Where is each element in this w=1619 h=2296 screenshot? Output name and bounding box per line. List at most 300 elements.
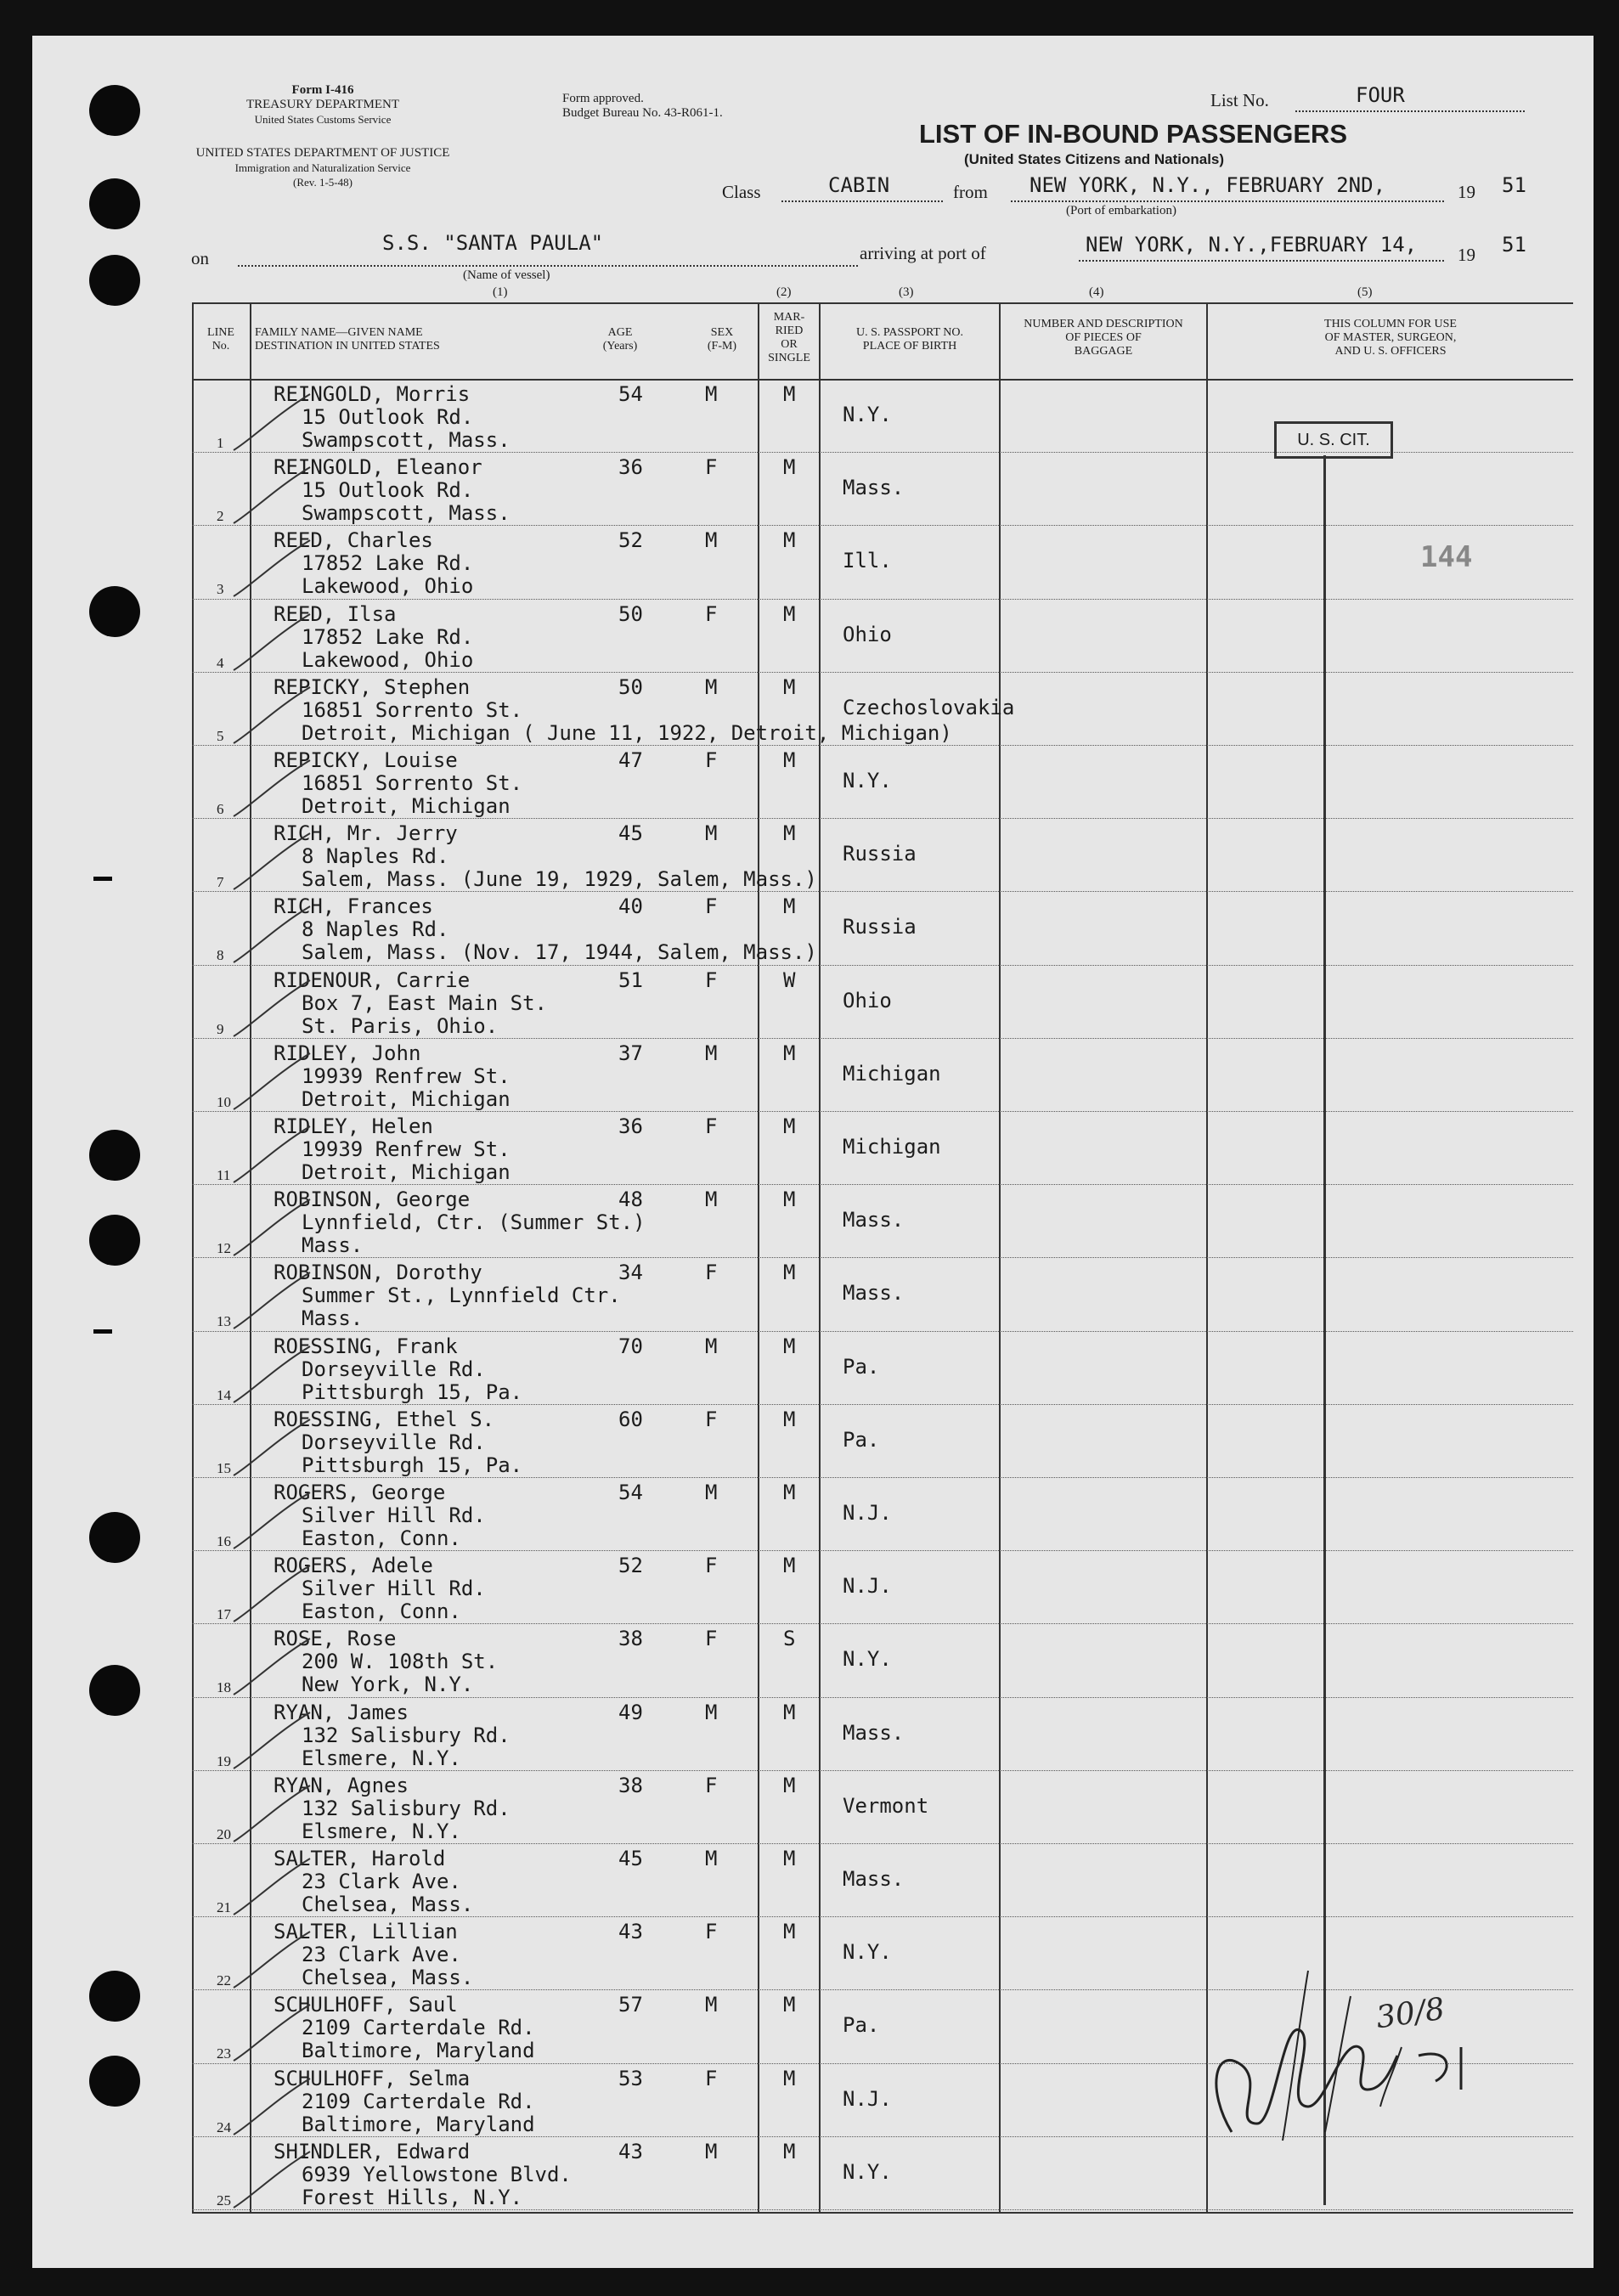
passenger-address-street: 17852 Lake Rd. bbox=[302, 624, 474, 649]
passenger-marital: M bbox=[783, 1700, 796, 1724]
passenger-age: 47 bbox=[618, 748, 643, 772]
check-mark bbox=[225, 1560, 319, 1628]
passenger-age: 36 bbox=[618, 1114, 643, 1138]
check-mark bbox=[225, 535, 319, 603]
passenger-birthplace: Ill. bbox=[843, 549, 892, 573]
check-mark bbox=[225, 1048, 319, 1116]
line-number: 5 bbox=[217, 727, 224, 744]
passenger-address-street: 132 Salisbury Rd. bbox=[302, 1796, 511, 1820]
passenger-sex: F bbox=[705, 1554, 718, 1578]
passenger-name: REED, Ilsa bbox=[274, 601, 397, 626]
row-separator bbox=[192, 965, 1573, 966]
passenger-name: RIDLEY, Helen bbox=[274, 1114, 433, 1138]
passenger-age: 36 bbox=[618, 455, 643, 480]
line-number: 20 bbox=[217, 1825, 231, 1842]
passenger-address-city: Pittsburgh 15, Pa. bbox=[302, 1379, 523, 1404]
passenger-sex: F bbox=[705, 1773, 718, 1797]
passenger-marital: M bbox=[783, 821, 796, 846]
budget-bureau: Budget Bureau No. 43-R061-1. bbox=[562, 106, 723, 120]
passenger-name: ROESSING, Ethel S. bbox=[274, 1407, 495, 1431]
passenger-address-city: Mass. bbox=[302, 1233, 364, 1258]
passenger-address-street: Box 7, East Main St. bbox=[302, 990, 547, 1015]
row-separator bbox=[192, 1184, 1573, 1185]
passenger-address-city: Swampscott, Mass. bbox=[302, 428, 511, 452]
passenger-address-street: 2109 Carterdale Rd. bbox=[302, 2089, 535, 2113]
passenger-sex: M bbox=[705, 1700, 718, 1724]
passenger-birthplace: Ohio bbox=[843, 988, 892, 1013]
line-number: 25 bbox=[217, 2192, 231, 2209]
passenger-sex: M bbox=[705, 821, 718, 846]
row-separator bbox=[192, 1477, 1573, 1478]
passenger-birthplace: Michigan bbox=[843, 1135, 941, 1159]
passenger-marital: M bbox=[783, 674, 796, 699]
passenger-age: 60 bbox=[618, 1407, 643, 1431]
passenger-name: RYAN, James bbox=[274, 1700, 409, 1724]
vessel-underline bbox=[238, 265, 858, 267]
passenger-marital: M bbox=[783, 1407, 796, 1431]
col-header-married: MAR- RIED OR SINGLE bbox=[768, 311, 810, 364]
passenger-name: SALTER, Lillian bbox=[274, 1920, 458, 1944]
passenger-birthplace: Michigan bbox=[843, 1061, 941, 1086]
passenger-sex: F bbox=[705, 1627, 718, 1651]
col-header-age: AGE (Years) bbox=[602, 326, 638, 353]
col-number: (1) bbox=[493, 285, 508, 299]
binder-hole bbox=[89, 85, 140, 136]
passenger-name: ROGERS, George bbox=[274, 1481, 446, 1504]
passenger-marital: M bbox=[783, 1554, 796, 1578]
passenger-address-city: Salem, Mass. (June 19, 1929, Salem, Mass.) bbox=[302, 867, 817, 892]
col-number: (3) bbox=[899, 285, 914, 299]
passenger-sex: F bbox=[705, 967, 718, 992]
passenger-address-street: Dorseyville Rd. bbox=[302, 1430, 486, 1454]
binder-hole bbox=[89, 178, 140, 229]
justice-block bbox=[183, 146, 463, 189]
check-mark bbox=[225, 901, 319, 969]
passenger-age: 45 bbox=[618, 821, 643, 846]
arriving-year: 51 bbox=[1502, 233, 1526, 257]
passenger-name: REED, Charles bbox=[274, 528, 433, 553]
passenger-address-city: Forest Hills, N.Y. bbox=[302, 2185, 523, 2209]
passenger-sex: F bbox=[705, 894, 718, 919]
row-separator bbox=[192, 2209, 1573, 2210]
line-number: 6 bbox=[217, 801, 224, 817]
form-block bbox=[183, 83, 463, 127]
passenger-address-city: Elsmere, N.Y. bbox=[302, 1746, 461, 1770]
binder-hole bbox=[89, 1512, 140, 1563]
row-separator bbox=[192, 1331, 1573, 1332]
passenger-address-street: 19939 Renfrew St. bbox=[302, 1137, 511, 1161]
check-mark bbox=[225, 1341, 319, 1409]
passenger-birthplace: Mass. bbox=[843, 1720, 905, 1745]
line-number: 11 bbox=[217, 1167, 231, 1183]
passenger-sex: M bbox=[705, 1481, 718, 1504]
class-label: Class bbox=[722, 182, 761, 202]
passenger-marital: W bbox=[783, 967, 796, 992]
passenger-sex: M bbox=[705, 674, 718, 699]
passenger-name: RIDLEY, John bbox=[274, 1041, 421, 1065]
passenger-age: 53 bbox=[618, 2066, 643, 2090]
officer-signature bbox=[1181, 1920, 1503, 2175]
passenger-address-street: Summer St., Lynnfield Ctr. bbox=[302, 1283, 621, 1308]
passenger-marital: M bbox=[783, 1041, 796, 1065]
passenger-age: 43 bbox=[618, 2139, 643, 2163]
passenger-address-street: 19939 Renfrew St. bbox=[302, 1063, 511, 1088]
passenger-birthplace: N.Y. bbox=[843, 1940, 892, 1965]
passenger-address-street: Lynnfield, Ctr. (Summer St.) bbox=[302, 1210, 646, 1235]
passenger-birthplace: Mass. bbox=[843, 476, 905, 500]
line-number: 21 bbox=[217, 1899, 231, 1915]
row-separator bbox=[192, 1550, 1573, 1551]
passenger-birthplace: Vermont bbox=[843, 1793, 929, 1818]
passenger-marital: M bbox=[783, 1993, 796, 2017]
passenger-marital: M bbox=[783, 894, 796, 919]
check-mark bbox=[225, 975, 319, 1043]
passenger-age: 52 bbox=[618, 528, 643, 553]
row-separator bbox=[192, 1111, 1573, 1112]
passenger-birthplace: Mass. bbox=[843, 1208, 905, 1233]
passenger-name: REPICKY, Louise bbox=[274, 748, 458, 772]
col-header-line: LINE No. bbox=[207, 326, 234, 353]
passenger-age: 50 bbox=[618, 601, 643, 626]
customs-service: United States Customs Service bbox=[254, 113, 392, 126]
check-mark bbox=[225, 2000, 319, 2068]
passenger-sex: F bbox=[705, 1920, 718, 1944]
line-number: 10 bbox=[217, 1093, 231, 1110]
passenger-age: 38 bbox=[618, 1773, 643, 1797]
header-bottom-border bbox=[192, 379, 1573, 381]
passenger-address-city: St. Paris, Ohio. bbox=[302, 1013, 499, 1038]
passenger-address-city: Chelsea, Mass. bbox=[302, 1966, 474, 1990]
passenger-age: 51 bbox=[618, 967, 643, 992]
passenger-sex: F bbox=[705, 455, 718, 480]
binder-hole bbox=[89, 1215, 140, 1266]
passenger-address-city: Detroit, Michigan bbox=[302, 1086, 511, 1111]
check-mark bbox=[225, 1633, 319, 1701]
passenger-birthplace: N.Y. bbox=[843, 2159, 892, 2184]
passenger-sex: M bbox=[705, 382, 718, 406]
col-header-name: FAMILY NAME—GIVEN NAME DESTINATION IN UNITED STATES bbox=[255, 326, 440, 353]
passenger-age: 43 bbox=[618, 1920, 643, 1944]
passenger-address-street: 132 Salisbury Rd. bbox=[302, 1723, 511, 1747]
passenger-marital: M bbox=[783, 748, 796, 772]
passenger-sex: M bbox=[705, 528, 718, 553]
passenger-birthplace: Mass. bbox=[843, 1867, 905, 1891]
passenger-name: ROSE, Rose bbox=[274, 1627, 397, 1651]
row-separator bbox=[192, 818, 1573, 819]
row-separator bbox=[192, 525, 1573, 526]
passenger-address-street: 6939 Yellowstone Blvd. bbox=[302, 2162, 572, 2186]
check-mark bbox=[225, 2147, 319, 2214]
line-number: 12 bbox=[217, 1240, 231, 1257]
passenger-address-street: 15 Outlook Rd. bbox=[302, 478, 474, 503]
passenger-birthplace: Ohio bbox=[843, 622, 892, 646]
check-mark bbox=[225, 1487, 319, 1555]
passenger-age: 34 bbox=[618, 1261, 643, 1285]
passenger-marital: M bbox=[783, 1481, 796, 1504]
from-label: from bbox=[953, 182, 988, 202]
row-separator bbox=[192, 1697, 1573, 1698]
passenger-sex: F bbox=[705, 2066, 718, 2090]
line-number: 2 bbox=[217, 508, 224, 525]
col-number: (5) bbox=[1357, 285, 1373, 299]
check-mark bbox=[225, 2073, 319, 2141]
passenger-birthplace: Pa. bbox=[843, 2013, 880, 2038]
check-mark bbox=[225, 1780, 319, 1848]
passenger-sex: M bbox=[705, 1847, 718, 1870]
arriving-value: NEW YORK, N.Y.,FEBRUARY 14, bbox=[1086, 233, 1418, 257]
check-mark bbox=[225, 1707, 319, 1775]
passenger-age: 37 bbox=[618, 1041, 643, 1065]
arriving-underline bbox=[1079, 260, 1444, 262]
passenger-birthplace: N.Y. bbox=[843, 769, 892, 793]
list-no-value: FOUR bbox=[1356, 83, 1405, 107]
check-mark bbox=[225, 1267, 319, 1335]
arriving-year-prefix: 19 bbox=[1458, 245, 1475, 265]
passenger-marital: S bbox=[783, 1627, 796, 1651]
passenger-age: 49 bbox=[618, 1700, 643, 1724]
passenger-sex: M bbox=[705, 1187, 718, 1212]
line-number: 22 bbox=[217, 1972, 231, 1989]
class-underline bbox=[781, 200, 943, 202]
passenger-name: ROBINSON, George bbox=[274, 1187, 471, 1212]
passenger-marital: M bbox=[783, 1114, 796, 1138]
passenger-marital: M bbox=[783, 382, 796, 406]
passenger-age: 50 bbox=[618, 674, 643, 699]
passenger-address-city: Detroit, Michigan bbox=[302, 1160, 511, 1184]
passenger-address-street: 23 Clark Ave. bbox=[302, 1870, 461, 1893]
passenger-age: 40 bbox=[618, 894, 643, 919]
col-header-officers: THIS COLUMN FOR USE OF MASTER, SURGEON, AND U. S. OFFICERS bbox=[1324, 318, 1457, 358]
passenger-birthplace: Czechoslovakia bbox=[843, 695, 1015, 719]
passenger-sex: F bbox=[705, 1114, 718, 1138]
passenger-birthplace: N.Y. bbox=[843, 403, 892, 426]
passenger-marital: M bbox=[783, 1920, 796, 1944]
vessel-caption: (Name of vessel) bbox=[463, 268, 550, 282]
passenger-address-city: Swampscott, Mass. bbox=[302, 501, 511, 526]
from-underline bbox=[1011, 200, 1444, 202]
passenger-address-street: 16851 Sorrento St. bbox=[302, 771, 523, 795]
list-no-label: List No. bbox=[1210, 90, 1269, 110]
passenger-birthplace: N.J. bbox=[843, 1574, 892, 1599]
passenger-address-street: 15 Outlook Rd. bbox=[302, 405, 474, 429]
line-number: 24 bbox=[217, 2118, 231, 2135]
passenger-name: REINGOLD, Eleanor bbox=[274, 455, 482, 480]
passenger-address-street: Silver Hill Rd. bbox=[302, 1503, 486, 1527]
row-separator bbox=[192, 672, 1573, 673]
passenger-birthplace: N.Y. bbox=[843, 1647, 892, 1672]
binder-hole bbox=[89, 1971, 140, 2022]
passenger-sex: F bbox=[705, 601, 718, 626]
passenger-birthplace: N.J. bbox=[843, 1501, 892, 1525]
line-number: 4 bbox=[217, 654, 224, 671]
passenger-address-street: 8 Naples Rd. bbox=[302, 917, 449, 942]
list-no-underline bbox=[1295, 110, 1525, 112]
row-separator bbox=[192, 891, 1573, 892]
us-citizen-stamp: U. S. CIT. bbox=[1274, 421, 1393, 459]
check-mark bbox=[225, 609, 319, 677]
passenger-name: SCHULHOFF, Selma bbox=[274, 2066, 471, 2090]
row-separator bbox=[192, 1257, 1573, 1258]
col-header-sex: SEX (F-M) bbox=[707, 326, 737, 353]
binder-hole bbox=[89, 255, 140, 306]
passenger-name: ROBINSON, Dorothy bbox=[274, 1261, 482, 1285]
passenger-marital: M bbox=[783, 601, 796, 626]
passenger-address-street: Silver Hill Rd. bbox=[302, 1577, 486, 1601]
line-number: 15 bbox=[217, 1459, 231, 1476]
passenger-marital: M bbox=[783, 2066, 796, 2090]
binder-hole bbox=[89, 586, 140, 637]
line-number: 14 bbox=[217, 1386, 231, 1403]
passenger-age: 57 bbox=[618, 1993, 643, 2017]
on-label: on bbox=[191, 248, 209, 268]
passenger-age: 54 bbox=[618, 1481, 643, 1504]
passenger-sex: M bbox=[705, 1334, 718, 1358]
binder-hole bbox=[89, 1130, 140, 1181]
passenger-address-street: 2109 Carterdale Rd. bbox=[302, 2016, 535, 2040]
passenger-address-street: 8 Naples Rd. bbox=[302, 844, 449, 869]
page-number: 144 bbox=[1420, 540, 1473, 574]
passenger-marital: M bbox=[783, 1334, 796, 1358]
vessel-name: S.S. "SANTA PAULA" bbox=[382, 231, 604, 255]
arriving-label: arriving at port of bbox=[860, 243, 986, 263]
page-subtitle: (United States Citizens and Nationals) bbox=[964, 151, 1225, 167]
passenger-address-street: 17852 Lake Rd. bbox=[302, 551, 474, 576]
passenger-address-city: Lakewood, Ohio bbox=[302, 647, 474, 672]
passenger-age: 48 bbox=[618, 1187, 643, 1212]
passenger-birthplace: Mass. bbox=[843, 1281, 905, 1306]
passenger-birthplace: N.J. bbox=[843, 2086, 892, 2111]
passenger-address-city: Baltimore, Maryland bbox=[302, 2039, 535, 2063]
passenger-birthplace: Russia bbox=[843, 915, 917, 939]
row-separator bbox=[192, 1404, 1573, 1405]
line-number: 18 bbox=[217, 1679, 231, 1696]
row-separator bbox=[192, 1916, 1573, 1917]
line-number: 9 bbox=[217, 1020, 224, 1037]
binder-mark bbox=[93, 1329, 112, 1334]
class-value: CABIN bbox=[828, 173, 890, 197]
table-top-border bbox=[192, 302, 1573, 304]
row-separator bbox=[192, 745, 1573, 746]
passenger-address-city: Salem, Mass. (Nov. 17, 1944, Salem, Mass.) bbox=[302, 940, 817, 965]
passenger-name: SCHULHOFF, Saul bbox=[274, 1993, 458, 2017]
binder-mark bbox=[93, 877, 112, 881]
passenger-name: ROGERS, Adele bbox=[274, 1554, 433, 1578]
check-mark bbox=[225, 462, 319, 530]
passenger-sex: M bbox=[705, 1993, 718, 2017]
passenger-age: 70 bbox=[618, 1334, 643, 1358]
col-header-baggage: NUMBER AND DESCRIPTION OF PIECES OF BAGGAGE bbox=[1024, 318, 1183, 358]
passenger-address-city: Easton, Conn. bbox=[302, 1599, 461, 1624]
row-separator bbox=[192, 1038, 1573, 1039]
approval-block bbox=[562, 92, 723, 121]
passenger-address-city: Chelsea, Mass. bbox=[302, 1893, 474, 1916]
passenger-name: ROESSING, Frank bbox=[274, 1334, 458, 1358]
table-bottom-border bbox=[192, 2212, 1573, 2214]
row-separator bbox=[192, 1770, 1573, 1771]
passenger-name: RICH, Mr. Jerry bbox=[274, 821, 458, 846]
passenger-age: 54 bbox=[618, 382, 643, 406]
passenger-marital: M bbox=[783, 1187, 796, 1212]
passenger-address-city: Detroit, Michigan ( June 11, 1922, Detroit, Michigan) bbox=[302, 720, 952, 745]
passenger-address-city: New York, N.Y. bbox=[302, 1673, 474, 1697]
line-number: 23 bbox=[217, 2045, 231, 2062]
line-number: 8 bbox=[217, 947, 224, 964]
from-year-prefix: 19 bbox=[1458, 182, 1475, 202]
passenger-birthplace: Pa. bbox=[843, 1427, 880, 1452]
row-separator bbox=[192, 1623, 1573, 1624]
check-mark bbox=[225, 682, 319, 750]
passenger-name: SHINDLER, Edward bbox=[274, 2139, 471, 2163]
check-mark bbox=[225, 755, 319, 823]
line-number: 19 bbox=[217, 1752, 231, 1769]
ins-service: Immigration and Naturalization Service bbox=[234, 161, 411, 174]
col-number: (2) bbox=[776, 285, 792, 299]
passenger-address-city: Elsmere, N.Y. bbox=[302, 1819, 461, 1843]
form-approved: Form approved. bbox=[562, 92, 644, 105]
passenger-address-city: Easton, Conn. bbox=[302, 1526, 461, 1550]
col-header-passport: U. S. PASSPORT NO. PLACE OF BIRTH bbox=[856, 326, 963, 353]
passenger-birthplace: Pa. bbox=[843, 1354, 880, 1379]
passenger-name: REPICKY, Stephen bbox=[274, 674, 471, 699]
passenger-marital: M bbox=[783, 455, 796, 480]
check-mark bbox=[225, 1121, 319, 1189]
passenger-address-street: 200 W. 108th St. bbox=[302, 1650, 499, 1674]
passenger-name: SALTER, Harold bbox=[274, 1847, 446, 1870]
passenger-address-city: Mass. bbox=[302, 1306, 364, 1331]
signature-note: 30/8 bbox=[1374, 1991, 1447, 2036]
passenger-marital: M bbox=[783, 1847, 796, 1870]
check-mark bbox=[225, 1926, 319, 1994]
binder-hole bbox=[89, 1665, 140, 1716]
passenger-age: 45 bbox=[618, 1847, 643, 1870]
passenger-sex: F bbox=[705, 1261, 718, 1285]
passenger-sex: F bbox=[705, 748, 718, 772]
passenger-address-street: 23 Clark Ave. bbox=[302, 1943, 461, 1967]
line-number: 7 bbox=[217, 874, 224, 891]
line-number: 17 bbox=[217, 1606, 231, 1623]
passenger-sex: F bbox=[705, 1407, 718, 1431]
passenger-address-city: Pittsburgh 15, Pa. bbox=[302, 1453, 523, 1477]
passenger-name: RICH, Frances bbox=[274, 894, 433, 919]
passenger-name: RIDENOUR, Carrie bbox=[274, 967, 471, 992]
passenger-age: 38 bbox=[618, 1627, 643, 1651]
line-number: 3 bbox=[217, 581, 224, 598]
revision: (Rev. 1-5-48) bbox=[293, 176, 353, 189]
line-number: 1 bbox=[217, 435, 224, 451]
passenger-name: REINGOLD, Morris bbox=[274, 382, 471, 406]
page-title: LIST OF IN-BOUND PASSENGERS bbox=[919, 119, 1348, 149]
row-separator bbox=[192, 599, 1573, 600]
passenger-marital: M bbox=[783, 2139, 796, 2163]
from-value: NEW YORK, N.Y., FEBRUARY 2ND, bbox=[1030, 173, 1386, 197]
passenger-name: RYAN, Agnes bbox=[274, 1773, 409, 1797]
form-number: Form I-416 bbox=[291, 83, 354, 97]
passenger-marital: M bbox=[783, 528, 796, 553]
line-number: 13 bbox=[217, 1313, 231, 1330]
from-year: 51 bbox=[1502, 173, 1526, 197]
check-mark bbox=[225, 389, 319, 457]
line-number: 16 bbox=[217, 1533, 231, 1549]
passenger-address-city: Baltimore, Maryland bbox=[302, 2112, 535, 2136]
passenger-sex: M bbox=[705, 1041, 718, 1065]
passenger-marital: M bbox=[783, 1773, 796, 1797]
passenger-marital: M bbox=[783, 1261, 796, 1285]
check-mark bbox=[225, 1414, 319, 1482]
passenger-address-street: 16851 Sorrento St. bbox=[302, 697, 523, 722]
check-mark bbox=[225, 1853, 319, 1921]
justice-dept: UNITED STATES DEPARTMENT OF JUSTICE bbox=[195, 146, 450, 160]
port-embark-caption: (Port of embarkation) bbox=[1066, 204, 1176, 217]
